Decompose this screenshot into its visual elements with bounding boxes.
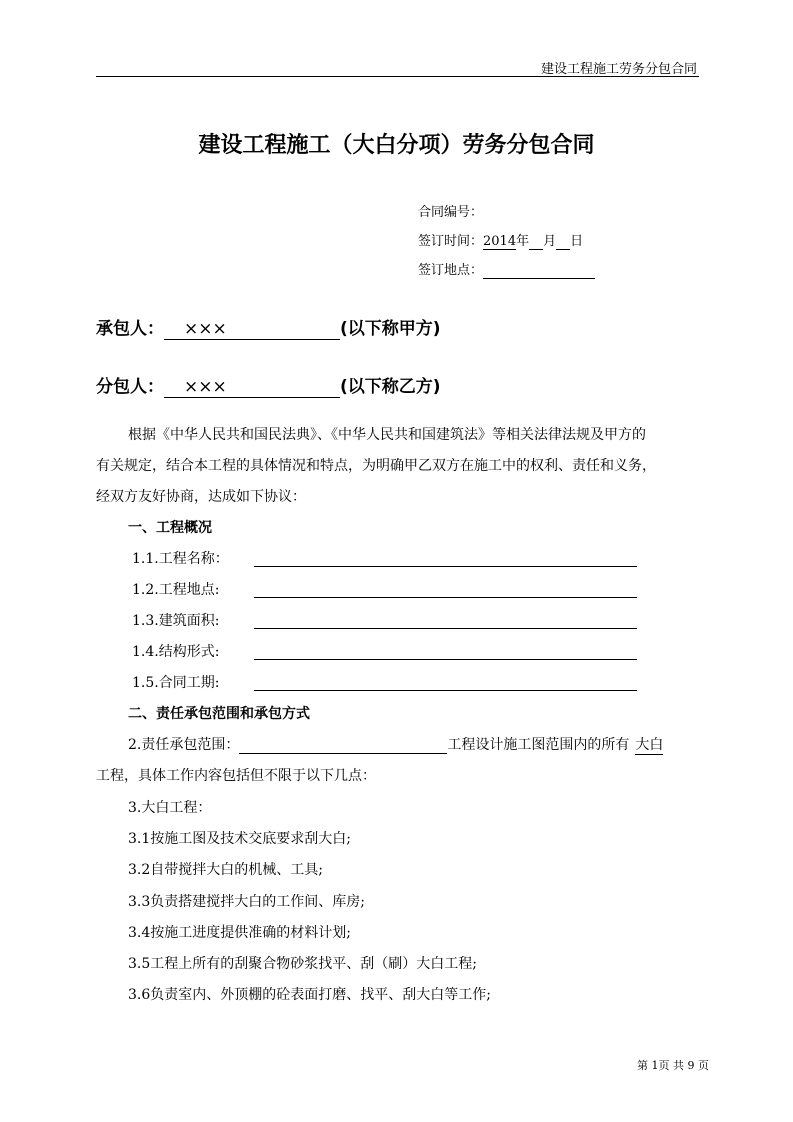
scope-item: 大白 (635, 734, 663, 755)
contractor-name: ××× (164, 319, 340, 340)
scope-line-1 (128, 734, 663, 755)
contractor-line (96, 314, 441, 340)
header-rule (96, 76, 699, 77)
project-location-blank (254, 597, 637, 598)
work-item-3: 3.大白工程： (128, 800, 212, 816)
scope-blank (239, 737, 447, 754)
sign-time-field (418, 230, 583, 250)
contract-period-label: 1.5.合同工期: (132, 675, 220, 691)
contract-period-blank (254, 690, 637, 691)
preamble-line-1: 根据《中华人民共和国民法典》、《中华人民共和国建筑法》等相关法律法规及甲方的 (128, 427, 646, 443)
subcontractor-suffix: (以下称乙方) (340, 377, 441, 397)
structure-type-blank (254, 659, 637, 660)
scope-line-2: 工程，具体工作内容包括但不限于以下几点： (96, 768, 376, 784)
document-title: 建设工程施工（大白分项）劳务分包合同 (198, 133, 595, 158)
running-header: 建设工程施工劳务分包合同 (540, 62, 697, 77)
work-item-3-1: 3.1按施工图及技术交底要求刮大白; (128, 831, 351, 847)
page-footer: 第 1页 共 9 页 (637, 1059, 709, 1072)
sign-month-blank (529, 234, 543, 250)
preamble-line-3: 经双方友好协商，达成如下协议： (96, 489, 306, 505)
section-2-title: 二、责任承包范围和承包方式 (128, 706, 310, 722)
building-area-label: 1.3.建筑面积: (132, 613, 220, 629)
work-item-3-2: 3.2自带搅拌大白的机械、工具; (128, 862, 323, 878)
month-char: 月 (543, 234, 557, 249)
work-item-3-3: 3.3负责搭建搅拌大白的工作间、库房; (128, 894, 365, 910)
work-item-3-5: 3.5工程上所有的刮聚合物砂浆找平、刮（刷）大白工程; (128, 956, 477, 972)
sign-year: 2014 (483, 234, 517, 249)
preamble-line-2: 有关规定，结合本工程的具体情况和特点，为明确甲乙双方在施工中的权利、责任和义务， (96, 458, 656, 474)
sign-day-blank (556, 234, 570, 250)
day-char: 日 (570, 234, 584, 249)
sign-time-label: 签订时间： (418, 234, 484, 249)
section-1-title: 一、工程概况 (128, 520, 212, 536)
work-item-3-4: 3.4按施工进度提供准确的材料计划; (128, 925, 351, 941)
project-name-blank (254, 566, 637, 567)
project-name-label: 1.1.工程名称： (132, 551, 229, 567)
scope-label: 2.责任承包范围： (128, 737, 240, 753)
contractor-suffix: (以下称甲方) (340, 319, 441, 339)
contractor-label: 承包人： (96, 319, 164, 339)
project-location-label: 1.2.工程地点: (132, 582, 220, 598)
work-item-3-6: 3.6负责室内、外顶棚的砼表面打磨、找平、刮大白等工作; (128, 987, 491, 1003)
year-char: 年 (516, 234, 530, 249)
contract-number-label: 合同编号： (418, 205, 484, 220)
subcontractor-name: ××× (164, 377, 340, 398)
scope-mid: 工程设计施工图范围内的所有 (447, 737, 630, 753)
subcontractor-line (96, 372, 441, 398)
building-area-blank (254, 628, 637, 629)
contract-number-field (418, 201, 483, 220)
structure-type-label: 1.4.结构形式: (132, 644, 220, 660)
sign-place-label: 签订地点： (418, 263, 484, 278)
sign-place-blank (483, 263, 595, 279)
subcontractor-label: 分包人： (96, 377, 164, 397)
sign-place-field (418, 259, 595, 279)
